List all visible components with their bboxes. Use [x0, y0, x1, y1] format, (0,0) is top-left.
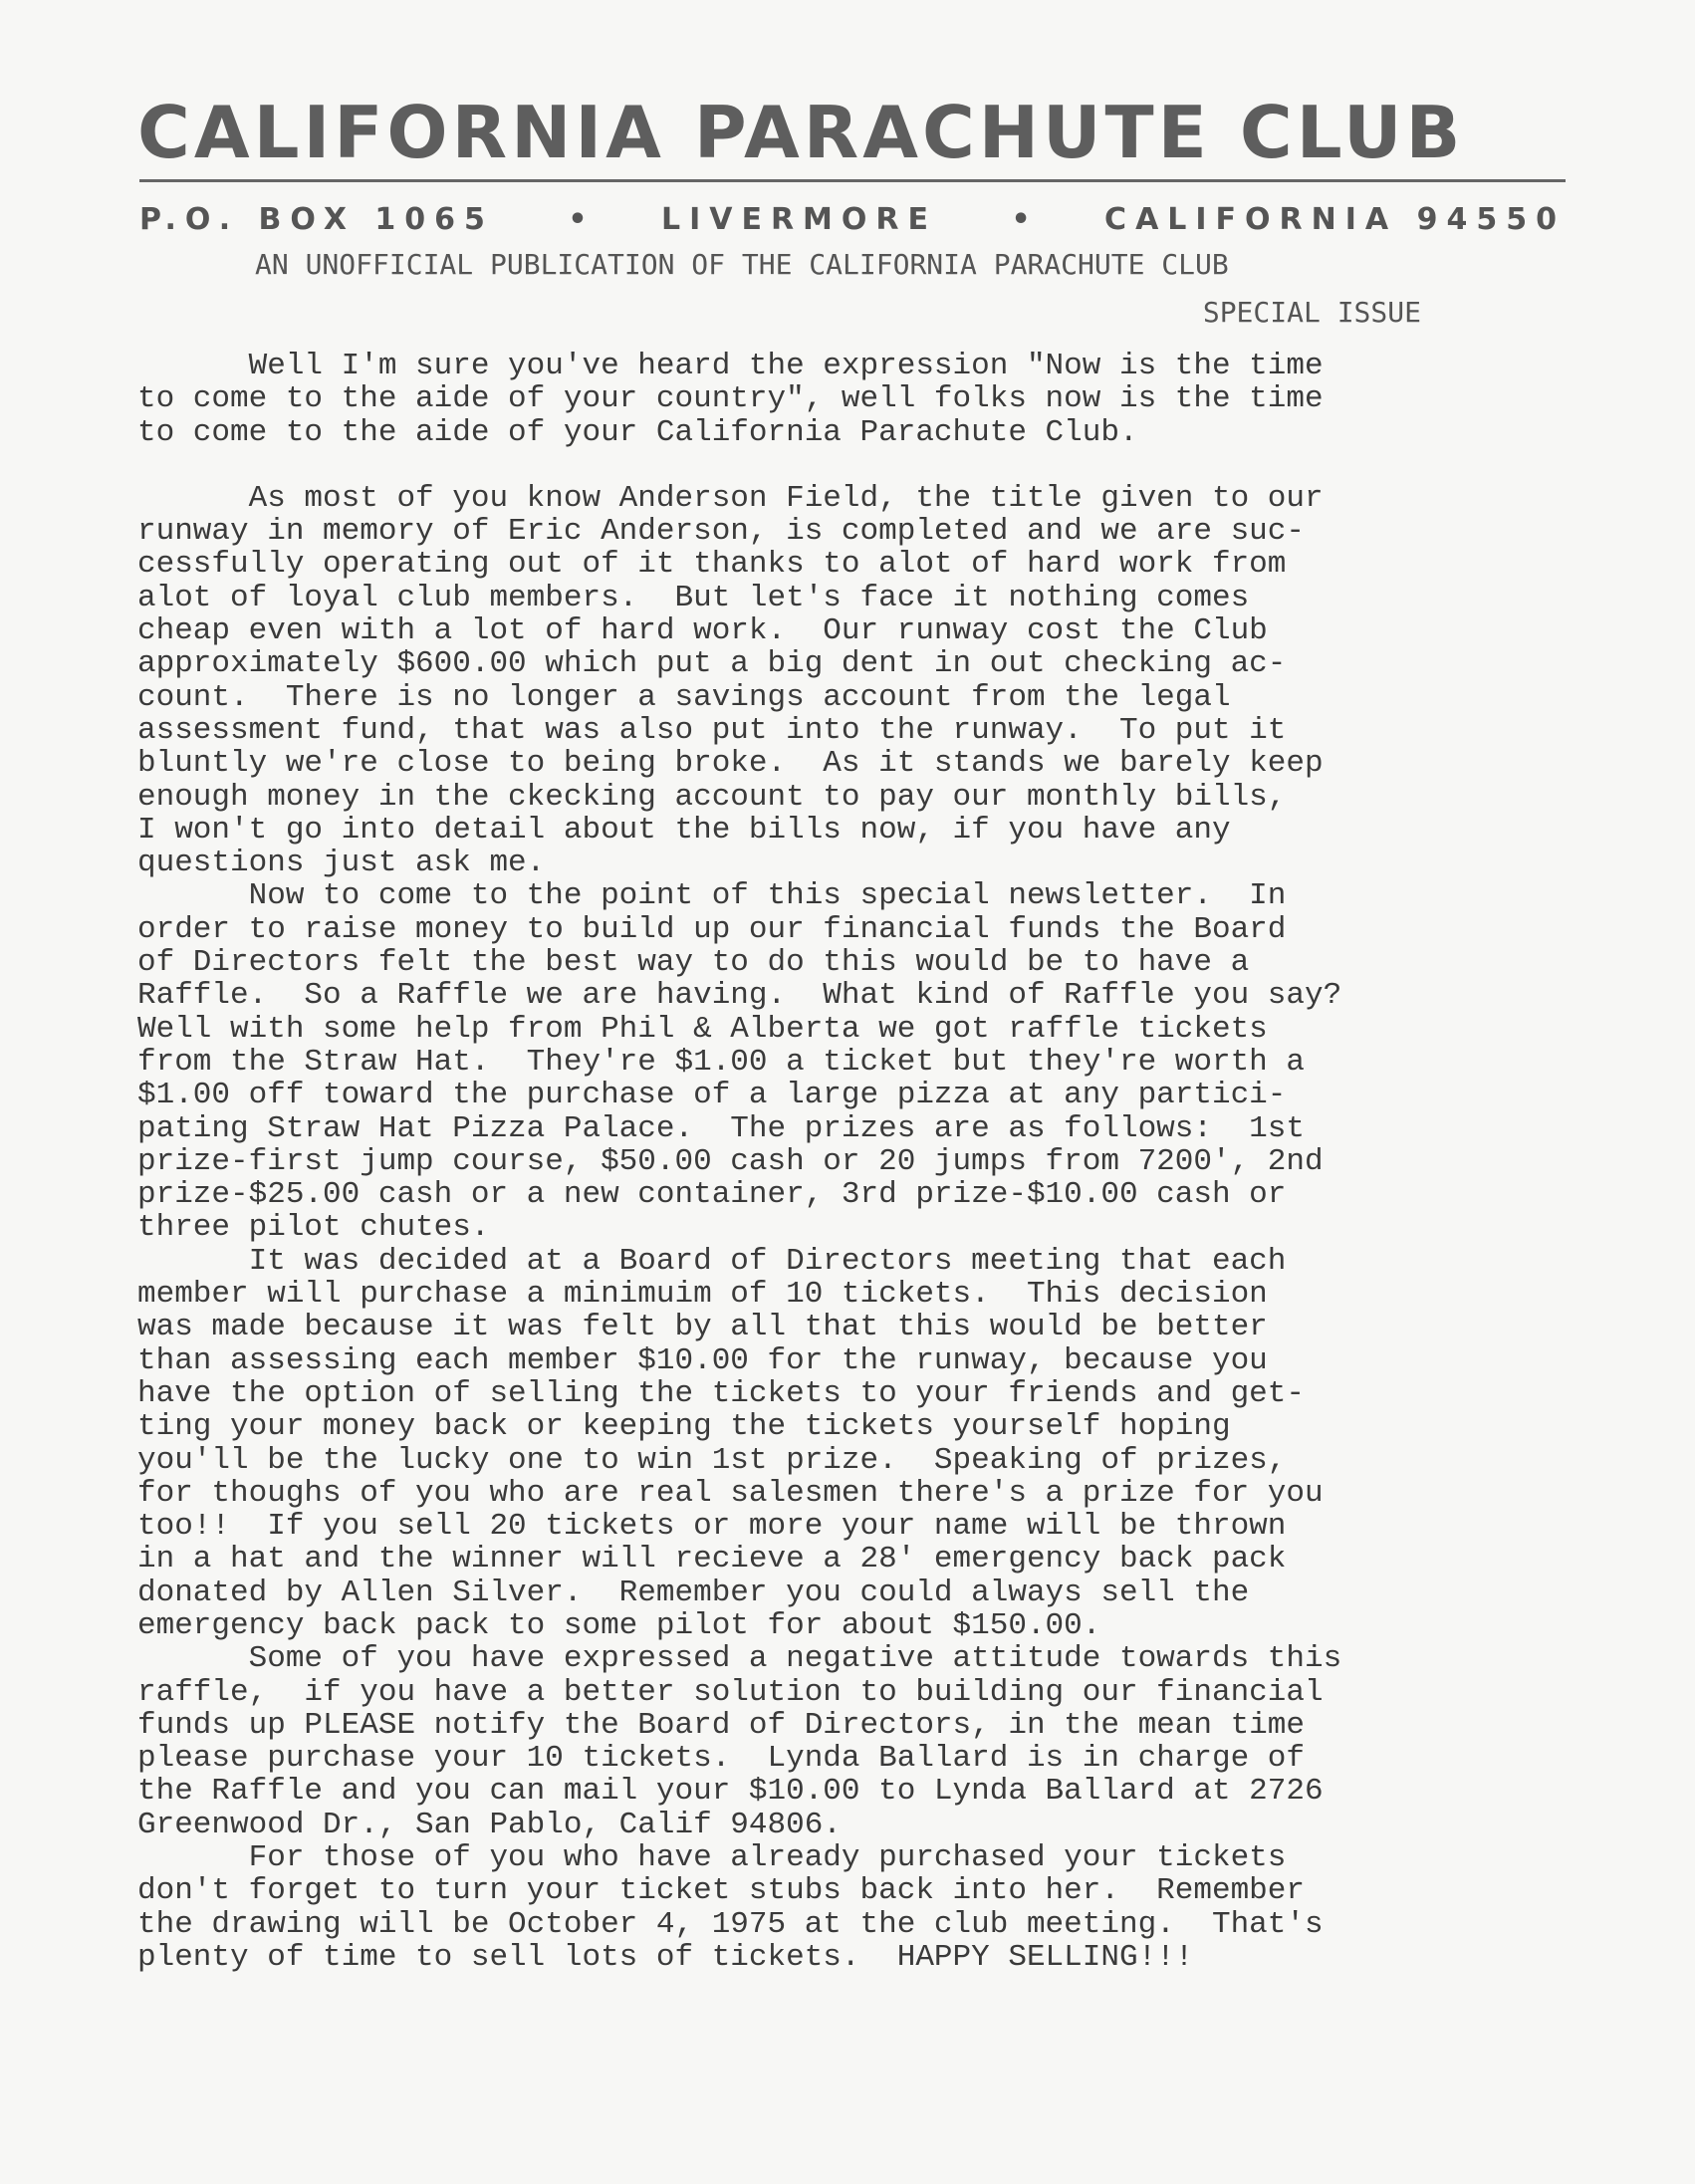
body-paragraph: Well I'm sure you've heard the expression "Now is the time to come to the aide of your country", well folks now is the time to come to the aide of your California Parachute Club.	[137, 349, 1324, 450]
address-state-zip: CALIFORNIA 94550	[1104, 201, 1566, 237]
club-address	[139, 199, 1566, 239]
masthead-divider	[139, 179, 1566, 182]
body-paragraph: It was decided at a Board of Directors meeting that each member will purchase a minimuim of 10 tickets. This decision was made because it was felt by all that this would be better than assessing each member $10.00 for the runway, because you have the option of selling the tickets to your friends and get- ting your money back or keeping the tickets yourself hoping you'll be the lucky one to win 1st prize. Speaking of prizes, for thoughs of you who are real salesmen there's a prize for you too!! If you sell 20 tickets or more your name will be thrown in a hat and the winner will recieve a 28' emergency back pack donated by Allen Silver. Remember you could always sell the emergency back pack to some pilot for about $150.00.	[137, 1243, 1324, 1643]
newsletter-body	[137, 350, 1572, 1974]
po-box: P.O. BOX 1065	[139, 201, 494, 237]
body-paragraph: For those of you who have already purchased your tickets don't forget to turn your ticket stubs back into her. Remember the drawing will be October 4, 1975 at the club meeting. That's plenty of time to sell lots of tickets. HAPPY SELLING!!!	[137, 1840, 1324, 1975]
body-paragraph: Some of you have expressed a negative attitude towards this raffle, if you have a better solution to building our financial funds up PLEASE notify the Board of Directors, in the mean time please purchase your 10 tickets. Lynda Ballard is in charge of the Raffle and you can mail your $10.00 to Lynda Ballard at 2726 Greenwood Dr., San Pablo, Calif 94806.	[137, 1641, 1342, 1842]
publication-subtitle: AN UNOFFICIAL PUBLICATION OF THE CALIFORNIA PARACHUTE CLUB	[255, 248, 1229, 281]
address-separator-dot: •	[1011, 201, 1031, 237]
paragraph-spacer	[137, 449, 1572, 482]
masthead-title: CALIFORNIA PARACHUTE CLUB	[137, 91, 1465, 174]
address-city: LIVERMORE	[660, 201, 938, 237]
body-paragraph: Now to come to the point of this special newsletter. In order to raise money to build up our financial funds the Board of Directors felt the best way to do this would be to have a Raffle. So a Raffle we are having. What kind of Raffle you say? Well with some help from Phil & Alberta we got raffle tickets from the Straw Hat. They're $1.00 a ticket but they're worth a $1.00 off toward the purchase of a large pizza at any partici- pating Straw Hat Pizza Palace. The prizes are as follows: 1st prize-first jump course, $50.00 cash or 20 jumps from 7200', 2nd prize-$25.00 cash or a new container, 3rd prize-$10.00 cash or three pilot chutes.	[137, 878, 1342, 1246]
issue-label: SPECIAL ISSUE	[1202, 296, 1421, 329]
body-paragraph: As most of you know Anderson Field, the title given to our runway in memory of Eric Anderson, is completed and we are suc- cessfully operating out of it thanks to alot of hard work from alot of loyal club members. But let's face it nothing comes cheap even with a lot of hard work. Our runway cost the Club approximately $600.00 which put a big dent in out checking ac- count. There is no longer a savings account from the legal assessment fund, that was also put into the runway. To put it bluntly we're close to being broke. As it stands we barely keep enough money in the ckecking account to pay our monthly bills, I won't go into detail about the bills now, if you have any questions just ask me.	[137, 480, 1324, 881]
address-separator-dot: •	[568, 201, 588, 237]
